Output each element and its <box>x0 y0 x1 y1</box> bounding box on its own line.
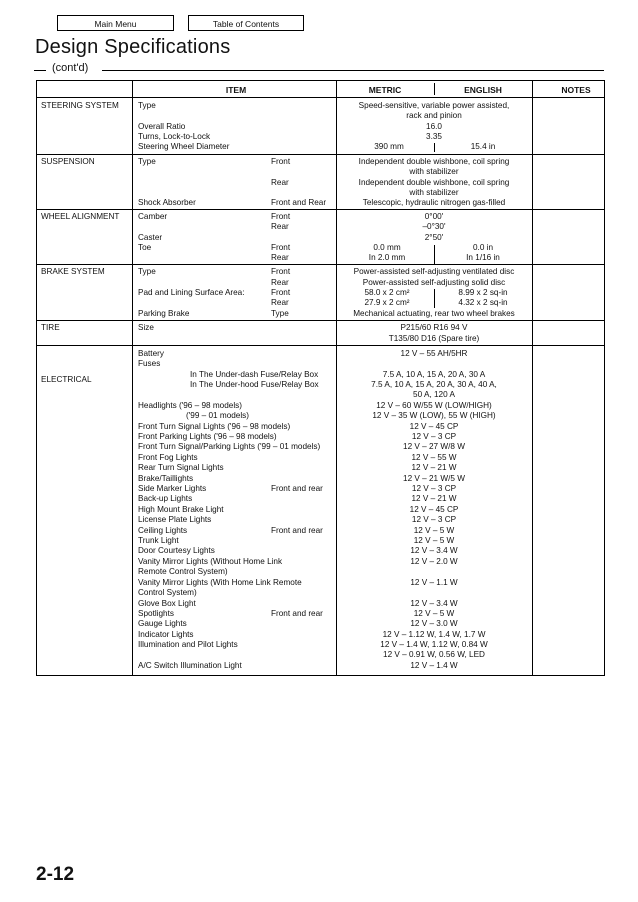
item-label: Type <box>138 101 156 110</box>
spec-value: 50 A, 120 A <box>413 390 455 399</box>
table-border-bottom <box>36 675 605 676</box>
item-label: Indicator Lights <box>138 630 194 639</box>
item-label: Fuses <box>138 359 161 368</box>
spec-value: 12 V – 5 W <box>413 609 455 618</box>
item-label: Front Parking Lights ('96 – 98 models) <box>138 432 277 441</box>
spec-value: 12 V – 1.1 W <box>410 578 458 587</box>
item-label: Front Fog Lights <box>138 453 198 462</box>
item-label: Headlights ('96 – 98 models) <box>138 401 242 410</box>
heading-rule-right <box>102 70 604 71</box>
table-border-right <box>604 80 605 676</box>
column-divider <box>132 80 133 676</box>
item-label: Gauge Lights <box>138 619 187 628</box>
spec-value: 12 V – 27 W/8 W <box>403 442 465 451</box>
item-label: Type <box>138 157 156 166</box>
english-value: In 1/16 in <box>466 253 500 262</box>
position-label: Rear <box>271 253 289 262</box>
item-label: Front Turn Signal Lights ('96 – 98 models) <box>138 422 291 431</box>
item-label: Pad and Lining Surface Area: <box>138 288 245 297</box>
item-label: Brake/Taillights <box>138 474 194 483</box>
position-label: Front and Rear <box>271 198 327 207</box>
item-label: Type <box>138 267 156 276</box>
spec-value: Telescopic, hydraulic nitrogen gas-filled <box>362 198 506 207</box>
item-label: Battery <box>138 349 164 358</box>
item-label: Control System) <box>138 588 197 597</box>
spec-value: 7.5 A, 10 A, 15 A, 20 A, 30 A <box>382 370 486 379</box>
item-label: Rear Turn Signal Lights <box>138 463 224 472</box>
header-metric: METRIC <box>368 85 402 95</box>
item-label: Parking Brake <box>138 309 190 318</box>
spec-value: 12 V – 5 W <box>413 526 455 535</box>
item-label: Vanity Mirror Lights (Without Home Link <box>138 557 283 566</box>
spec-value: 12 V – 55 W <box>411 453 457 462</box>
item-label: Door Courtesy Lights <box>138 546 215 555</box>
english-value: 0.0 in <box>472 243 494 252</box>
spec-value: rack and pinion <box>406 111 462 120</box>
spec-value: 0°00' <box>424 212 444 221</box>
position-label: Front and rear <box>271 609 323 618</box>
row-divider <box>36 209 605 210</box>
spec-value: 12 V – 35 W (LOW), 55 W (HIGH) <box>372 411 496 420</box>
spec-value: –0°30' <box>422 222 446 231</box>
metric-value: 27.9 x 2 cm² <box>364 298 410 307</box>
spec-value: T135/80 D16 (Spare tire) <box>388 334 480 343</box>
spec-value: 12 V – 45 CP <box>409 505 459 514</box>
item-label: Ceiling Lights <box>138 526 188 535</box>
item-label: Steering Wheel Diameter <box>138 142 230 151</box>
position-label: Rear <box>271 178 289 187</box>
category-suspension: SUSPENSION <box>41 157 95 166</box>
item-label: Glove Box Light <box>138 599 196 608</box>
position-label: Front <box>271 243 291 252</box>
item-label: Remote Control System) <box>138 567 228 576</box>
item-label: Front Turn Signal/Parking Lights ('99 – 01 models) <box>138 442 321 451</box>
category-brake: BRAKE SYSTEM <box>41 267 105 276</box>
spec-value: 12 V – 3 CP <box>411 515 457 524</box>
item-label: Trunk Light <box>138 536 179 545</box>
spec-value: 12 V – 1.4 W <box>410 661 458 670</box>
item-label: Caster <box>138 233 163 242</box>
spec-value: 12 V – 21 W <box>411 494 457 503</box>
position-label: Rear <box>271 278 289 287</box>
table-border-left <box>36 80 37 676</box>
spec-value: 12 V – 55 AH/5HR <box>400 349 468 358</box>
page-number: 2-12 <box>36 864 75 885</box>
item-label: In The Under-dash Fuse/Relay Box <box>190 370 319 379</box>
category-alignment: WHEEL ALIGNMENT <box>41 212 120 221</box>
spec-value: 3.35 <box>426 132 442 141</box>
spec-value: with stabilizer <box>409 167 459 176</box>
value-separator <box>434 289 435 308</box>
metric-value: 0.0 mm <box>373 243 401 252</box>
item-label: A/C Switch Illumination Light <box>138 661 242 670</box>
position-label: Rear <box>271 298 289 307</box>
spec-value: 12 V – 21 W/5 W <box>403 474 465 483</box>
spec-value: 12 V – 21 W <box>411 463 457 472</box>
row-divider <box>36 345 605 346</box>
item-label: Side Marker Lights <box>138 484 207 493</box>
value-separator <box>434 143 435 152</box>
spec-value: Power-assisted self-adjusting ventilated disc <box>353 267 515 276</box>
main-menu-button[interactable]: Main Menu <box>57 15 174 31</box>
position-label: Front and rear <box>271 484 323 493</box>
row-divider <box>36 154 605 155</box>
value-separator <box>434 245 435 264</box>
spec-value: with stabilizer <box>409 188 459 197</box>
item-label: Overall Ratio <box>138 122 186 131</box>
spec-value: Independent double wishbone, coil spring <box>358 157 510 166</box>
item-label: Size <box>138 323 154 332</box>
spec-value: 2°50' <box>424 233 444 242</box>
item-label: Back-up Lights <box>138 494 193 503</box>
spec-value: 12 V – 60 W/55 W (LOW/HIGH) <box>376 401 492 410</box>
spec-value: 12 V – 3.0 W <box>410 619 458 628</box>
english-value: 8.99 x 2 sq-in <box>458 288 508 297</box>
spec-value: 12 V – 3 CP <box>411 484 457 493</box>
position-label: Front <box>271 288 291 297</box>
header-notes: NOTES <box>561 85 591 95</box>
spec-value: Speed-sensitive, variable power assisted, <box>358 101 510 110</box>
spec-value: Mechanical actuating, rear two wheel brakes <box>353 309 515 318</box>
header-english: ENGLISH <box>464 85 502 95</box>
item-label: Toe <box>138 243 152 252</box>
item-label: Turns, Lock-to-Lock <box>138 132 211 141</box>
spec-value: 16.0 <box>426 122 442 131</box>
category-steering: STEERING SYSTEM <box>41 101 119 110</box>
row-divider <box>36 264 605 265</box>
spec-value: 12 V – 5 W <box>413 536 455 545</box>
spec-value: 12 V – 1.12 W, 1.4 W, 1.7 W <box>382 630 486 639</box>
spec-value: 12 V – 3.4 W <box>410 599 458 608</box>
position-label: Front <box>271 157 291 166</box>
column-divider <box>532 80 533 676</box>
english-value: 15.4 in <box>470 142 496 151</box>
spec-value: P215/60 R16 94 V <box>400 323 468 332</box>
metric-value: 390 mm <box>374 142 404 151</box>
spec-value: 7.5 A, 10 A, 15 A, 20 A, 30 A, 40 A, <box>371 380 497 389</box>
category-tire: TIRE <box>41 323 60 332</box>
position-label: Front <box>271 212 291 221</box>
item-label: High Mount Brake Light <box>138 505 224 514</box>
item-label: Shock Absorber <box>138 198 196 207</box>
heading-rule-left <box>34 70 46 71</box>
table-of-contents-button[interactable]: Table of Contents <box>188 15 304 31</box>
page-title: Design Specifications <box>35 36 231 58</box>
spec-value: 12 V – 1.4 W, 1.12 W, 0.84 W <box>380 640 488 649</box>
spec-value: Power-assisted self-adjusting solid disc <box>362 278 506 287</box>
position-label: Rear <box>271 222 289 231</box>
spec-value: Independent double wishbone, coil spring <box>358 178 510 187</box>
table-border-top <box>36 80 605 81</box>
position-label: Front and rear <box>271 526 323 535</box>
item-label: ('99 – 01 models) <box>186 411 250 420</box>
column-divider-short <box>434 83 435 95</box>
item-label: License Plate Lights <box>138 515 212 524</box>
item-label: Illumination and Pilot Lights <box>138 640 238 649</box>
metric-value: 58.0 x 2 cm² <box>364 288 410 297</box>
spec-value: 12 V – 2.0 W <box>410 557 458 566</box>
row-divider <box>36 97 605 98</box>
english-value: 4.32 x 2 sq-in <box>458 298 508 307</box>
item-label: Vanity Mirror Lights (With Home Link Remote <box>138 578 302 587</box>
spec-value: 12 V – 3 CP <box>411 432 457 441</box>
header-item: ITEM <box>225 85 247 95</box>
item-label: Spotlights <box>138 609 174 618</box>
spec-value: 12 V – 45 CP <box>409 422 459 431</box>
contd-label: (cont'd) <box>52 62 89 74</box>
category-electrical: ELECTRICAL <box>41 375 92 384</box>
spec-value: 12 V – 0.91 W, 0.56 W, LED <box>383 650 485 659</box>
metric-value: In 2.0 mm <box>368 253 406 262</box>
position-label: Front <box>271 267 291 276</box>
item-label: Camber <box>138 212 168 221</box>
position-label: Type <box>271 309 289 318</box>
spec-value: 12 V – 3.4 W <box>410 546 458 555</box>
item-label: In The Under-hood Fuse/Relay Box <box>190 380 319 389</box>
row-divider <box>36 320 605 321</box>
column-divider <box>336 80 337 676</box>
